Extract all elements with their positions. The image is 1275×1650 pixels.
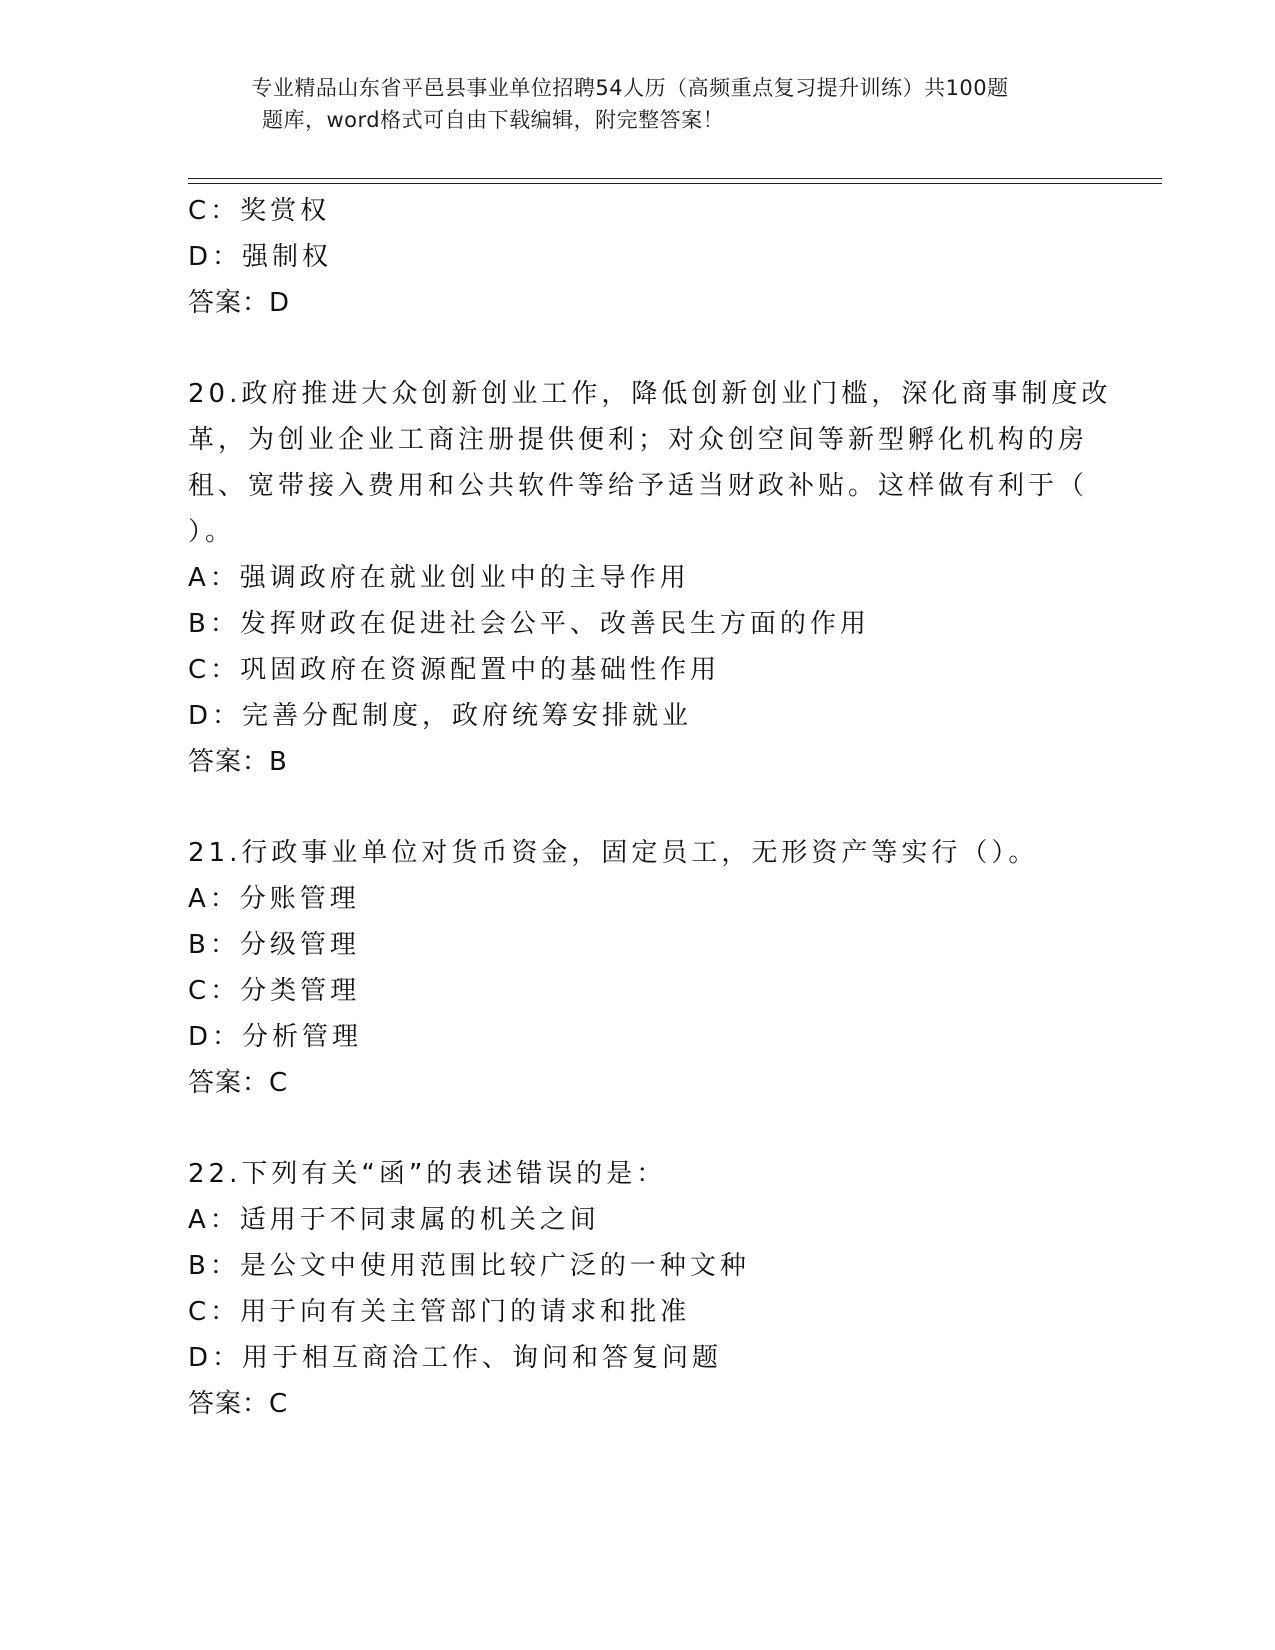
option-d: D：完善分配制度，政府统筹安排就业 xyxy=(188,701,693,731)
question-stem-line: ）。 xyxy=(188,517,236,547)
question-stem-line: 21.行政事业单位对货币资金，固定员工，无形资产等实行（）。 xyxy=(188,838,1039,868)
option-b: B：发挥财政在促进社会公平、改善民生方面的作用 xyxy=(188,609,870,639)
question-stem-line: 革，为创业企业工商注册提供便利；对众创空间等新型孵化机构的房 xyxy=(188,425,1089,455)
document-header xyxy=(150,72,1110,136)
question-20 xyxy=(188,371,1112,785)
option-b: B：分级管理 xyxy=(188,930,360,960)
answer: 答案：C xyxy=(188,1389,289,1419)
answer: 答案：B xyxy=(188,747,288,777)
question-22 xyxy=(188,1151,1088,1427)
question-stem-line: 20.政府推进大众创新创业工作，降低创新创业门槛，深化商事制度改 xyxy=(188,379,1112,409)
question-stem-line: 22.下列有关“函”的表述错误的是： xyxy=(188,1159,667,1189)
question-19-continued xyxy=(188,188,1088,326)
option-d: D：用于相互商洽工作、询问和答复问题 xyxy=(188,1343,723,1373)
spacer xyxy=(188,326,1088,371)
option-c: C：分类管理 xyxy=(188,976,361,1006)
header-rule-top xyxy=(188,178,1162,179)
option-c: C：奖赏权 xyxy=(188,196,331,226)
option-d: D：强制权 xyxy=(188,242,333,272)
header-title-line2: 题库，word格式可自由下载编辑，附完整答案！ xyxy=(262,108,725,132)
option-c: C：巩固政府在资源配置中的基础性作用 xyxy=(188,655,721,685)
spacer xyxy=(188,785,1088,830)
option-d: D：分析管理 xyxy=(188,1022,363,1052)
spacer xyxy=(188,1106,1088,1151)
answer: 答案：D xyxy=(188,288,291,318)
option-a: A：适用于不同隶属的机关之间 xyxy=(188,1205,600,1235)
option-a: A：分账管理 xyxy=(188,884,360,914)
header-title-line1: 专业精品山东省平邑县事业单位招聘54人历（高频重点复习提升训练）共100题 xyxy=(251,76,1009,100)
header-rule-bottom xyxy=(188,183,1162,184)
option-b: B：是公文中使用范围比较广泛的一种文种 xyxy=(188,1251,750,1281)
document-body xyxy=(188,188,1112,1427)
option-c: C：用于向有关主管部门的请求和批准 xyxy=(188,1297,691,1327)
question-stem-line: 租、宽带接入费用和公共软件等给予适当财政补贴。这样做有利于（ xyxy=(188,471,1089,501)
option-a: A：强调政府在就业创业中的主导作用 xyxy=(188,563,690,593)
question-21 xyxy=(188,830,1088,1106)
answer: 答案：C xyxy=(188,1068,289,1098)
